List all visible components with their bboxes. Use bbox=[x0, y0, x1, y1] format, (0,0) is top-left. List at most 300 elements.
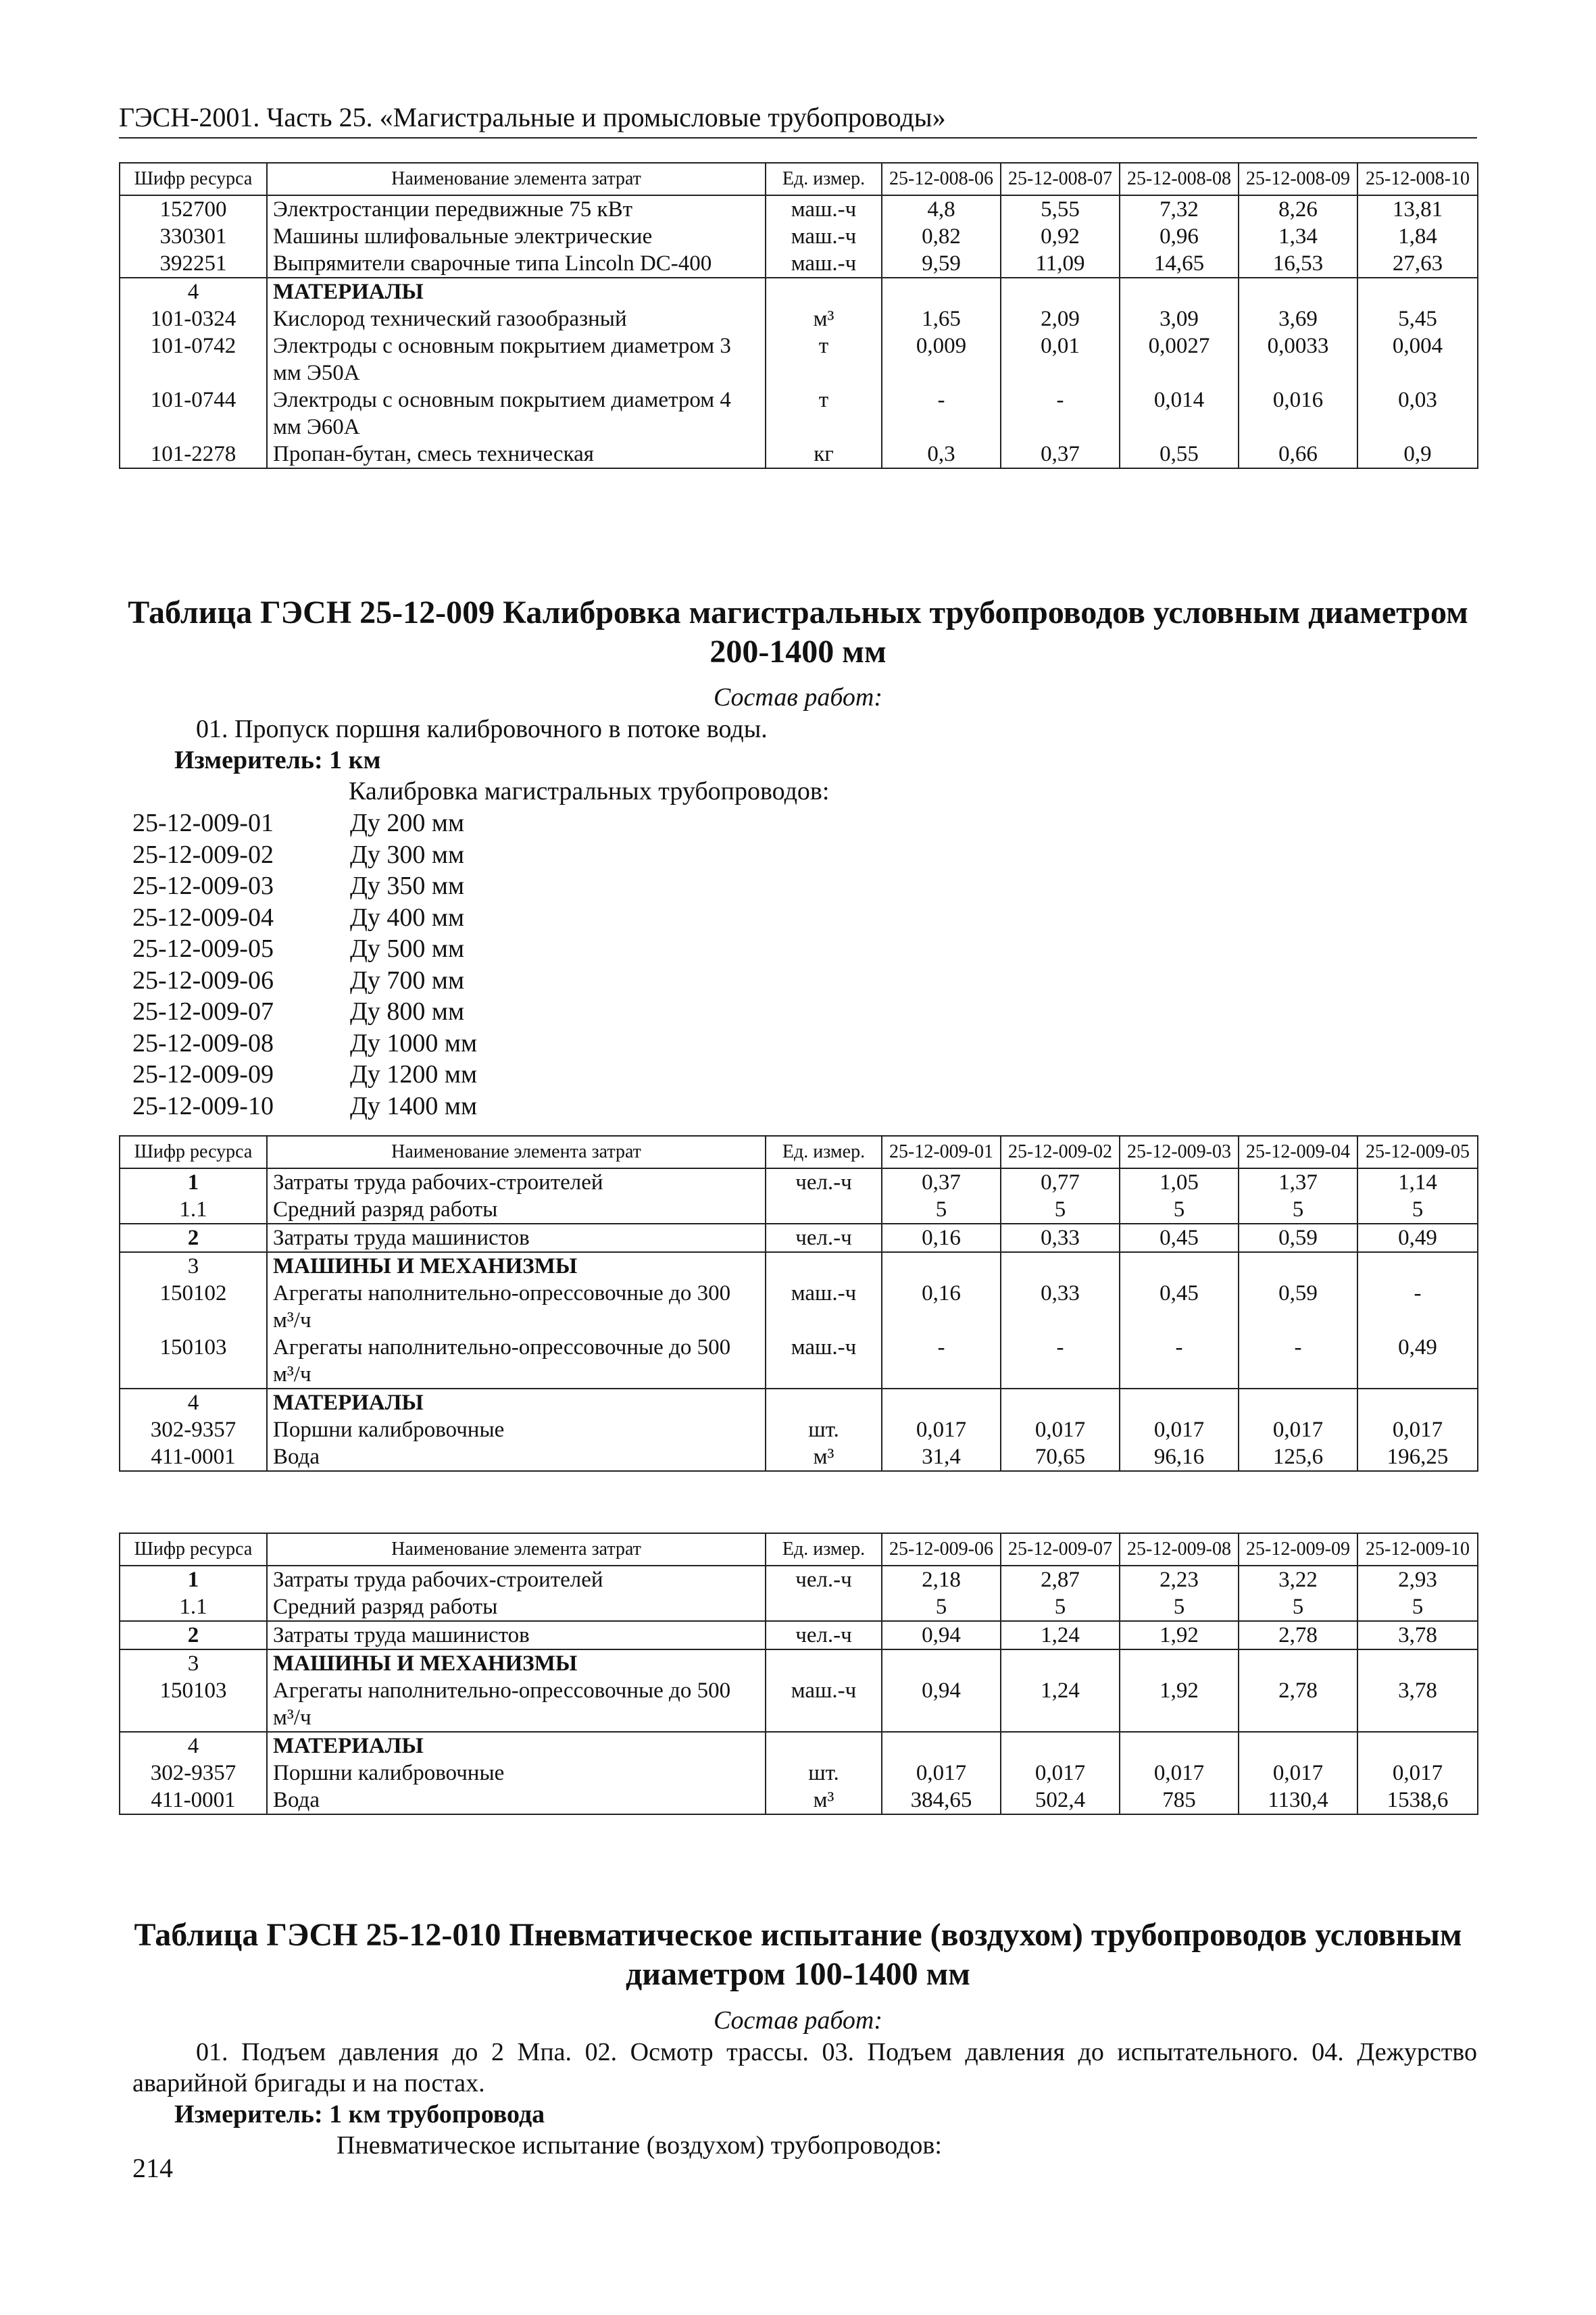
header-name: Наименование элемента затрат bbox=[267, 163, 766, 195]
element-name: Затраты труда рабочих-строителей bbox=[267, 1168, 766, 1196]
table-row bbox=[120, 1280, 1478, 1334]
resource-code: 101-0324 bbox=[120, 305, 267, 332]
value-cell: 1,14 bbox=[1357, 1168, 1478, 1196]
header-col: 25-12-009-08 bbox=[1120, 1533, 1239, 1566]
item-label: Ду 1000 мм bbox=[350, 1028, 478, 1057]
value-cell: 5,55 bbox=[1001, 195, 1120, 223]
value-cell: 3,09 bbox=[1120, 305, 1239, 332]
table-row bbox=[120, 1416, 1478, 1443]
resource-table-009-a bbox=[119, 1135, 1478, 1472]
value-cell bbox=[1001, 1389, 1120, 1416]
value-cell: 9,59 bbox=[882, 250, 1001, 278]
resource-code: 302-9357 bbox=[120, 1416, 267, 1443]
value-cell: 5 bbox=[882, 1593, 1001, 1621]
unit-cell bbox=[766, 278, 882, 305]
value-cell bbox=[1120, 1252, 1239, 1280]
value-cell bbox=[1001, 1732, 1120, 1760]
meter-009: Измеритель: 1 км bbox=[174, 746, 381, 774]
element-name: МАТЕРИАЛЫ bbox=[267, 1389, 766, 1416]
value-cell: 1538,6 bbox=[1357, 1787, 1478, 1814]
element-name: МАШИНЫ И МЕХАНИЗМЫ bbox=[267, 1649, 766, 1677]
value-cell: 70,65 bbox=[1001, 1443, 1120, 1471]
unit-cell: м³ bbox=[766, 305, 882, 332]
value-cell bbox=[882, 1389, 1001, 1416]
item-label: Ду 400 мм bbox=[350, 903, 465, 932]
value-cell: 5,45 bbox=[1357, 305, 1478, 332]
value-cell: 2,87 bbox=[1001, 1566, 1120, 1593]
value-cell: 0,9 bbox=[1357, 441, 1478, 468]
header-col: 25-12-009-06 bbox=[882, 1533, 1001, 1566]
running-head: ГЭСН-2001. Часть 25. «Магистральные и промысловые трубопроводы» bbox=[119, 101, 1477, 139]
section-title-009: Таблица ГЭСН 25-12-009 Калибровка магистральных трубопроводов условным диаметром 200-1400 мм bbox=[128, 595, 1468, 670]
unit-cell: маш.-ч bbox=[766, 1280, 882, 1334]
table-row bbox=[120, 441, 1478, 468]
value-cell: 384,65 bbox=[882, 1787, 1001, 1814]
unit-cell: маш.-ч bbox=[766, 1334, 882, 1389]
list-item bbox=[132, 1091, 477, 1122]
item-code: 25-12-009-06 bbox=[132, 966, 274, 995]
table-row bbox=[120, 250, 1478, 278]
header-col: 25-12-009-01 bbox=[882, 1136, 1001, 1168]
unit-cell: шт. bbox=[766, 1760, 882, 1787]
section-row bbox=[120, 1252, 1478, 1280]
list-item bbox=[132, 1059, 477, 1091]
value-cell: 96,16 bbox=[1120, 1443, 1239, 1471]
table-body bbox=[120, 1168, 1478, 1471]
value-cell: 27,63 bbox=[1357, 250, 1478, 278]
resource-code: 150102 bbox=[120, 1280, 267, 1334]
value-cell: 502,4 bbox=[1001, 1787, 1120, 1814]
resource-code: 1.1 bbox=[120, 1593, 267, 1621]
resource-code: 2 bbox=[120, 1224, 267, 1252]
value-cell: 1,65 bbox=[882, 305, 1001, 332]
resource-code: 101-0742 bbox=[120, 332, 267, 387]
value-cell: 13,81 bbox=[1357, 195, 1478, 223]
value-cell: 0,49 bbox=[1357, 1224, 1478, 1252]
value-cell: 0,37 bbox=[1001, 441, 1120, 468]
value-cell bbox=[1239, 1389, 1357, 1416]
value-cell: 0,017 bbox=[1239, 1416, 1357, 1443]
list-item bbox=[132, 1028, 477, 1060]
header-col: 25-12-008-10 bbox=[1357, 163, 1478, 195]
resource-code: 1.1 bbox=[120, 1196, 267, 1224]
value-cell: 0,009 bbox=[882, 332, 1001, 387]
page-number: 214 bbox=[132, 2153, 173, 2183]
header-col: 25-12-009-05 bbox=[1357, 1136, 1478, 1168]
value-cell: 5 bbox=[1120, 1196, 1239, 1224]
unit-cell bbox=[766, 1389, 882, 1416]
resource-code: 4 bbox=[120, 1389, 267, 1416]
resource-code: 101-0744 bbox=[120, 387, 267, 441]
value-cell: 0,017 bbox=[882, 1416, 1001, 1443]
unit-cell: чел.-ч bbox=[766, 1168, 882, 1196]
value-cell: 2,78 bbox=[1239, 1677, 1357, 1732]
unit-cell: маш.-ч bbox=[766, 223, 882, 250]
table-row bbox=[120, 332, 1478, 387]
value-cell: 5 bbox=[1357, 1593, 1478, 1621]
value-cell: 0,92 bbox=[1001, 223, 1120, 250]
value-cell: 0,33 bbox=[1001, 1280, 1120, 1334]
value-cell: 1,24 bbox=[1001, 1677, 1120, 1732]
value-cell: 0,45 bbox=[1120, 1280, 1239, 1334]
table-header-row bbox=[120, 1136, 1478, 1168]
value-cell: 0,004 bbox=[1357, 332, 1478, 387]
value-cell: 7,32 bbox=[1120, 195, 1239, 223]
element-name: Вода bbox=[267, 1787, 766, 1814]
resource-code: 411-0001 bbox=[120, 1787, 267, 1814]
value-cell: 3,78 bbox=[1357, 1677, 1478, 1732]
value-cell: 1,84 bbox=[1357, 223, 1478, 250]
item-label: Ду 1200 мм bbox=[350, 1060, 478, 1089]
header-col: 25-12-009-04 bbox=[1239, 1136, 1357, 1168]
value-cell: 0,16 bbox=[882, 1224, 1001, 1252]
value-cell bbox=[1001, 1252, 1120, 1280]
unit-cell: маш.-ч bbox=[766, 250, 882, 278]
list-item bbox=[132, 996, 477, 1028]
table-header-row bbox=[120, 1533, 1478, 1566]
resource-table-008 bbox=[119, 162, 1478, 469]
header-col: 25-12-009-07 bbox=[1001, 1533, 1120, 1566]
value-cell bbox=[1120, 1389, 1239, 1416]
value-cell: 2,93 bbox=[1357, 1566, 1478, 1593]
value-cell: 125,6 bbox=[1239, 1443, 1357, 1471]
value-cell: 0,3 bbox=[882, 441, 1001, 468]
value-cell: 3,78 bbox=[1357, 1621, 1478, 1649]
unit-cell bbox=[766, 1732, 882, 1760]
value-cell: 0,014 bbox=[1120, 387, 1239, 441]
unit-cell: чел.-ч bbox=[766, 1224, 882, 1252]
header-name: Наименование элемента затрат bbox=[267, 1136, 766, 1168]
item-code: 25-12-009-10 bbox=[132, 1091, 274, 1120]
header-unit: Ед. измер. bbox=[766, 1136, 882, 1168]
value-cell: 0,0033 bbox=[1239, 332, 1357, 387]
resource-code: 152700 bbox=[120, 195, 267, 223]
table-row bbox=[120, 1566, 1478, 1593]
item-code: 25-12-009-09 bbox=[132, 1060, 274, 1089]
value-cell: 16,53 bbox=[1239, 250, 1357, 278]
resource-code: 101-2278 bbox=[120, 441, 267, 468]
table-row bbox=[120, 1168, 1478, 1196]
item-label: Ду 1400 мм bbox=[350, 1091, 478, 1120]
works-text-010: 01. Подъем давления до 2 Мпа. 02. Осмотр трассы. 03. Подъем давления до испытательного. 04. Дежурство аварийной бригады и на постах. bbox=[132, 2038, 1477, 2097]
value-cell: 8,26 bbox=[1239, 195, 1357, 223]
element-name: Средний разряд работы bbox=[267, 1196, 766, 1224]
header-code: Шифр ресурса bbox=[120, 1533, 267, 1566]
value-cell bbox=[1239, 1252, 1357, 1280]
value-cell: 2,09 bbox=[1001, 305, 1120, 332]
works-label-010: Состав работ: bbox=[713, 2006, 883, 2035]
value-cell: 3,69 bbox=[1239, 305, 1357, 332]
value-cell: 0,017 bbox=[1120, 1416, 1239, 1443]
value-cell: 2,18 bbox=[882, 1566, 1001, 1593]
item-label: Ду 500 мм bbox=[350, 935, 465, 963]
unit-cell: т bbox=[766, 332, 882, 387]
value-cell: 1,92 bbox=[1120, 1621, 1239, 1649]
value-cell: 0,37 bbox=[882, 1168, 1001, 1196]
list-item bbox=[132, 807, 477, 839]
value-cell: 0,55 bbox=[1120, 441, 1239, 468]
resource-code: 2 bbox=[120, 1621, 267, 1649]
item-code: 25-12-009-01 bbox=[132, 809, 274, 837]
unit-cell: кг bbox=[766, 441, 882, 468]
value-cell: 0,59 bbox=[1239, 1280, 1357, 1334]
value-cell: 5 bbox=[1357, 1196, 1478, 1224]
value-cell bbox=[1001, 1649, 1120, 1677]
item-label: Ду 800 мм bbox=[350, 997, 465, 1026]
resource-code: 1 bbox=[120, 1566, 267, 1593]
unit-cell: шт. bbox=[766, 1416, 882, 1443]
list-item bbox=[132, 965, 477, 997]
item-code: 25-12-009-05 bbox=[132, 935, 274, 963]
value-cell bbox=[1239, 1732, 1357, 1760]
value-cell: 5 bbox=[1120, 1593, 1239, 1621]
value-cell: 196,25 bbox=[1357, 1443, 1478, 1471]
intro-009: Калибровка магистральных трубопроводов: bbox=[349, 777, 830, 805]
resource-code: 4 bbox=[120, 278, 267, 305]
unit-cell bbox=[766, 1196, 882, 1224]
section-row bbox=[120, 1732, 1478, 1760]
value-cell: 1,24 bbox=[1001, 1621, 1120, 1649]
unit-cell bbox=[766, 1252, 882, 1280]
unit-cell: маш.-ч bbox=[766, 195, 882, 223]
item-label: Ду 200 мм bbox=[350, 809, 465, 837]
element-name: Выпрямители сварочные типа Lincoln DC-400 bbox=[267, 250, 766, 278]
unit-cell bbox=[766, 1593, 882, 1621]
resource-code: 3 bbox=[120, 1252, 267, 1280]
value-cell: 0,017 bbox=[1239, 1760, 1357, 1787]
table-row bbox=[120, 1787, 1478, 1814]
value-cell bbox=[882, 1732, 1001, 1760]
resource-code: 150103 bbox=[120, 1677, 267, 1732]
element-name: Электроды с основным покрытием диаметром 3 мм Э50А bbox=[267, 332, 766, 387]
header-col: 25-12-009-03 bbox=[1120, 1136, 1239, 1168]
meter-010: Измеритель: 1 км трубопровода bbox=[174, 2100, 545, 2129]
item-code: 25-12-009-07 bbox=[132, 997, 274, 1026]
value-cell: 0,16 bbox=[882, 1280, 1001, 1334]
value-cell bbox=[1001, 278, 1120, 305]
table-body bbox=[120, 1566, 1478, 1814]
item-label: Ду 700 мм bbox=[350, 966, 465, 995]
value-cell: 5 bbox=[1001, 1593, 1120, 1621]
value-cell: 0,0027 bbox=[1120, 332, 1239, 387]
value-cell: 0,94 bbox=[882, 1677, 1001, 1732]
element-name: Поршни калибровочные bbox=[267, 1760, 766, 1787]
section-row bbox=[120, 278, 1478, 305]
resource-code: 3 bbox=[120, 1649, 267, 1677]
header-unit: Ед. измер. bbox=[766, 163, 882, 195]
element-name: Затраты труда машинистов bbox=[267, 1621, 766, 1649]
value-cell: 0,017 bbox=[1120, 1760, 1239, 1787]
value-cell: 0,017 bbox=[882, 1760, 1001, 1787]
value-cell: - bbox=[1239, 1334, 1357, 1389]
value-cell: - bbox=[1001, 1334, 1120, 1389]
value-cell: 0,96 bbox=[1120, 223, 1239, 250]
item-label: Ду 350 мм bbox=[350, 872, 465, 900]
resource-code: 4 bbox=[120, 1732, 267, 1760]
value-cell: 0,45 bbox=[1120, 1224, 1239, 1252]
list-item bbox=[132, 933, 477, 965]
value-cell: 0,017 bbox=[1001, 1760, 1120, 1787]
table-header-row bbox=[120, 163, 1478, 195]
value-cell bbox=[1357, 1389, 1478, 1416]
value-cell: 0,49 bbox=[1357, 1334, 1478, 1389]
section-title-010: Таблица ГЭСН 25-12-010 Пневматическое испытание (воздухом) трубопроводов условным диаметром 100-1400 мм bbox=[134, 1917, 1462, 1992]
resource-code: 150103 bbox=[120, 1334, 267, 1389]
value-cell: 1,37 bbox=[1239, 1168, 1357, 1196]
unit-cell: т bbox=[766, 387, 882, 441]
value-cell bbox=[882, 1252, 1001, 1280]
header-col: 25-12-008-08 bbox=[1120, 163, 1239, 195]
table-row bbox=[120, 1334, 1478, 1389]
value-cell: 5 bbox=[882, 1196, 1001, 1224]
value-cell: 1,34 bbox=[1239, 223, 1357, 250]
value-cell: - bbox=[882, 1334, 1001, 1389]
value-cell: 0,03 bbox=[1357, 387, 1478, 441]
list-item bbox=[132, 902, 477, 934]
header-col: 25-12-009-02 bbox=[1001, 1136, 1120, 1168]
element-name: Машины шлифовальные электрические bbox=[267, 223, 766, 250]
value-cell: 14,65 bbox=[1120, 250, 1239, 278]
value-cell: 1,92 bbox=[1120, 1677, 1239, 1732]
value-cell: 0,82 bbox=[882, 223, 1001, 250]
table-row bbox=[120, 1677, 1478, 1732]
value-cell: 1,05 bbox=[1120, 1168, 1239, 1196]
value-cell: 0,017 bbox=[1001, 1416, 1120, 1443]
table-body bbox=[120, 195, 1478, 468]
value-cell: 0,016 bbox=[1239, 387, 1357, 441]
code-list-009 bbox=[132, 807, 477, 1122]
value-cell: 5 bbox=[1239, 1593, 1357, 1621]
table-row bbox=[120, 387, 1478, 441]
value-cell: - bbox=[1357, 1280, 1478, 1334]
element-name: Затраты труда рабочих-строителей bbox=[267, 1566, 766, 1593]
value-cell: 4,8 bbox=[882, 195, 1001, 223]
resource-code: 1 bbox=[120, 1168, 267, 1196]
header-code: Шифр ресурса bbox=[120, 1136, 267, 1168]
unit-cell: чел.-ч bbox=[766, 1621, 882, 1649]
value-cell: 0,017 bbox=[1357, 1760, 1478, 1787]
header-code: Шифр ресурса bbox=[120, 163, 267, 195]
table-row bbox=[120, 1196, 1478, 1224]
element-name: МАТЕРИАЛЫ bbox=[267, 278, 766, 305]
value-cell: 0,33 bbox=[1001, 1224, 1120, 1252]
element-name: Кислород технический газообразный bbox=[267, 305, 766, 332]
unit-cell: м³ bbox=[766, 1443, 882, 1471]
element-name: Пропан-бутан, смесь техническая bbox=[267, 441, 766, 468]
element-name: Вода bbox=[267, 1443, 766, 1471]
value-cell: 0,59 bbox=[1239, 1224, 1357, 1252]
element-name: Поршни калибровочные bbox=[267, 1416, 766, 1443]
value-cell: 0,77 bbox=[1001, 1168, 1120, 1196]
value-cell: 5 bbox=[1239, 1196, 1357, 1224]
table-row bbox=[120, 1621, 1478, 1649]
works-text-009: 01. Пропуск поршня калибровочного в потоке воды. bbox=[196, 715, 768, 743]
value-cell: 0,01 bbox=[1001, 332, 1120, 387]
element-name: Агрегаты наполнительно-опрессовочные до 300 м³/ч bbox=[267, 1280, 766, 1334]
item-code: 25-12-009-02 bbox=[132, 840, 274, 869]
table-row bbox=[120, 1593, 1478, 1621]
value-cell: 0,94 bbox=[882, 1621, 1001, 1649]
value-cell bbox=[1120, 1732, 1239, 1760]
resource-code: 330301 bbox=[120, 223, 267, 250]
header-col: 25-12-008-09 bbox=[1239, 163, 1357, 195]
table-row bbox=[120, 195, 1478, 223]
value-cell: - bbox=[1001, 387, 1120, 441]
item-label: Ду 300 мм bbox=[350, 840, 465, 869]
unit-cell: маш.-ч bbox=[766, 1677, 882, 1732]
value-cell bbox=[882, 278, 1001, 305]
value-cell: 0,017 bbox=[1357, 1416, 1478, 1443]
element-name: Агрегаты наполнительно-опрессовочные до 500 м³/ч bbox=[267, 1334, 766, 1389]
element-name: Электроды с основным покрытием диаметром 4 мм Э60А bbox=[267, 387, 766, 441]
value-cell: 3,22 bbox=[1239, 1566, 1357, 1593]
element-name: МАТЕРИАЛЫ bbox=[267, 1732, 766, 1760]
value-cell bbox=[1120, 1649, 1239, 1677]
table-row bbox=[120, 1224, 1478, 1252]
item-code: 25-12-009-08 bbox=[132, 1028, 274, 1057]
value-cell: 1130,4 bbox=[1239, 1787, 1357, 1814]
element-name: Средний разряд работы bbox=[267, 1593, 766, 1621]
resource-code: 302-9357 bbox=[120, 1760, 267, 1787]
element-name: МАШИНЫ И МЕХАНИЗМЫ bbox=[267, 1252, 766, 1280]
value-cell: 5 bbox=[1001, 1196, 1120, 1224]
header-col: 25-12-008-06 bbox=[882, 163, 1001, 195]
list-item bbox=[132, 839, 477, 871]
list-item bbox=[132, 870, 477, 902]
item-code: 25-12-009-03 bbox=[132, 872, 274, 900]
resource-table-009-b bbox=[119, 1533, 1478, 1815]
section-row bbox=[120, 1389, 1478, 1416]
value-cell bbox=[1239, 1649, 1357, 1677]
value-cell: 2,23 bbox=[1120, 1566, 1239, 1593]
header-col: 25-12-008-07 bbox=[1001, 163, 1120, 195]
value-cell: 2,78 bbox=[1239, 1621, 1357, 1649]
value-cell: 0,66 bbox=[1239, 441, 1357, 468]
value-cell: - bbox=[1120, 1334, 1239, 1389]
resource-code: 392251 bbox=[120, 250, 267, 278]
unit-cell: м³ bbox=[766, 1787, 882, 1814]
value-cell bbox=[1120, 278, 1239, 305]
works-label-009: Состав работ: bbox=[713, 683, 883, 712]
resource-code: 411-0001 bbox=[120, 1443, 267, 1471]
value-cell: 785 bbox=[1120, 1787, 1239, 1814]
value-cell bbox=[882, 1649, 1001, 1677]
element-name: Затраты труда машинистов bbox=[267, 1224, 766, 1252]
item-code: 25-12-009-04 bbox=[132, 903, 274, 932]
header-col: 25-12-009-09 bbox=[1239, 1533, 1357, 1566]
header-name: Наименование элемента затрат bbox=[267, 1533, 766, 1566]
section-row bbox=[120, 1649, 1478, 1677]
value-cell bbox=[1239, 278, 1357, 305]
value-cell bbox=[1357, 278, 1478, 305]
value-cell: 11,09 bbox=[1001, 250, 1120, 278]
table-row bbox=[120, 1760, 1478, 1787]
table-row bbox=[120, 1443, 1478, 1471]
intro-010: Пневматическое испытание (воздухом) трубопроводов: bbox=[336, 2131, 942, 2160]
value-cell bbox=[1357, 1732, 1478, 1760]
element-name: Агрегаты наполнительно-опрессовочные до 500 м³/ч bbox=[267, 1677, 766, 1732]
table-row bbox=[120, 223, 1478, 250]
value-cell: - bbox=[882, 387, 1001, 441]
element-name: Электростанции передвижные 75 кВт bbox=[267, 195, 766, 223]
value-cell: 31,4 bbox=[882, 1443, 1001, 1471]
table-row bbox=[120, 305, 1478, 332]
value-cell bbox=[1357, 1252, 1478, 1280]
header-col: 25-12-009-10 bbox=[1357, 1533, 1478, 1566]
header-unit: Ед. измер. bbox=[766, 1533, 882, 1566]
unit-cell: чел.-ч bbox=[766, 1566, 882, 1593]
value-cell bbox=[1357, 1649, 1478, 1677]
